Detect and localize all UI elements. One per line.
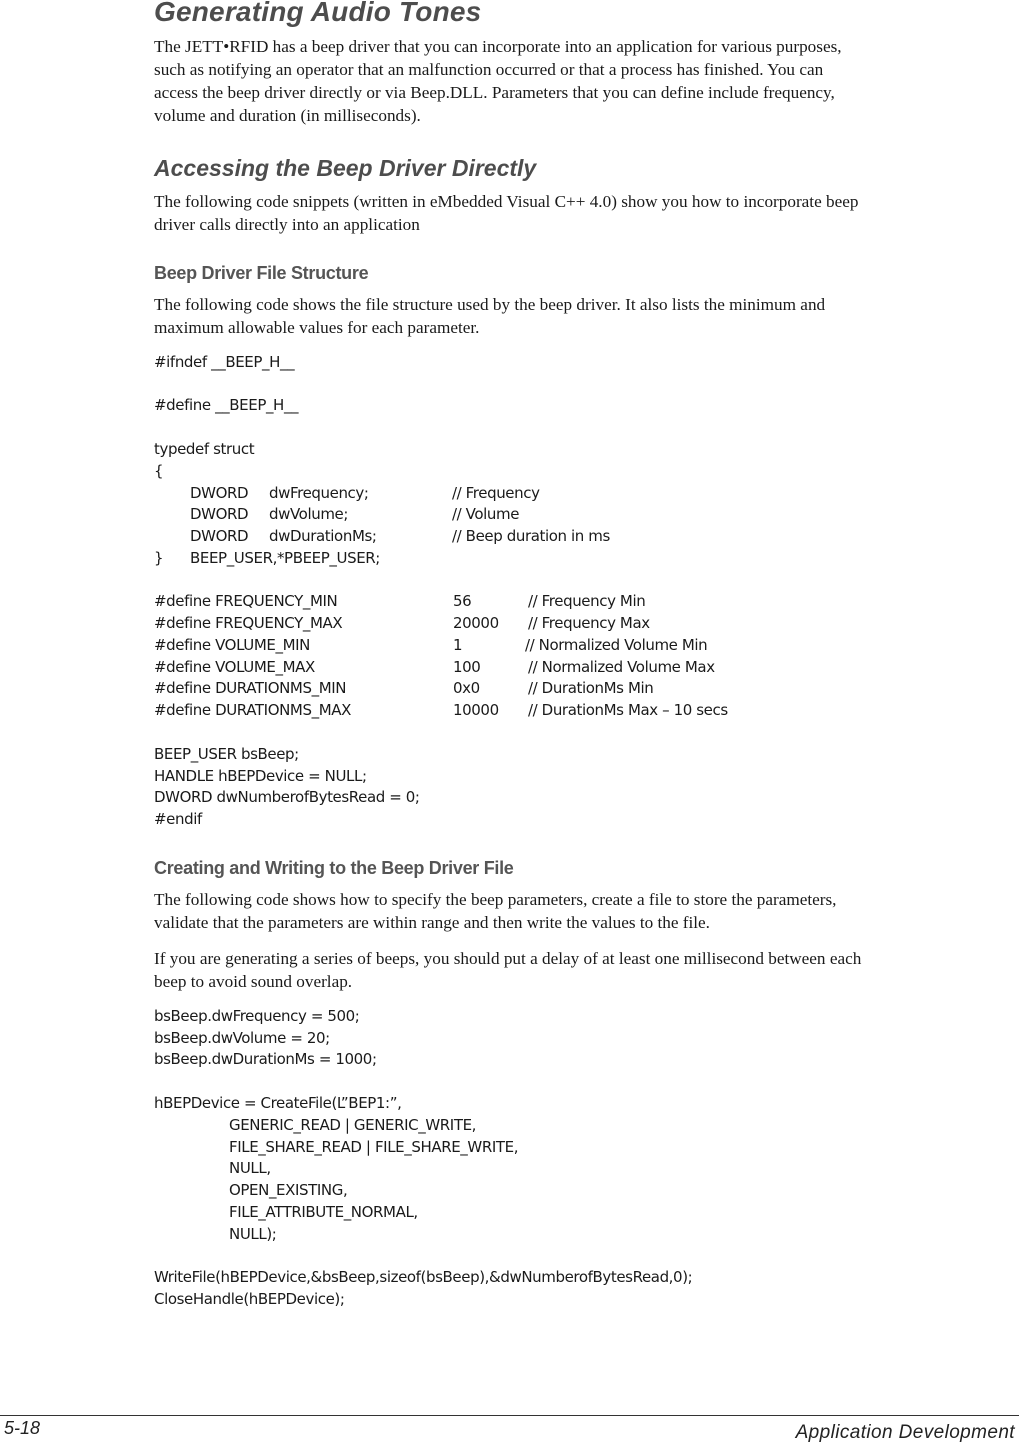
subsection-heading-file-structure: Beep Driver File Structure xyxy=(154,263,369,283)
define-value: 10000 xyxy=(453,701,499,719)
struct-field-name: dwVolume; xyxy=(269,505,349,523)
code-line: bsBeep.dwVolume = 20; xyxy=(154,1029,330,1047)
define-name: #define VOLUME_MAX xyxy=(154,658,315,676)
intro-paragraph xyxy=(154,35,1009,127)
text-line: The JETT•RFID has a beep driver that you can incorporate into an application for various purposes, xyxy=(154,37,842,56)
define-value: 56 xyxy=(453,592,472,610)
text-line: If you are generating a series of beeps, you should put a delay of at least one millisecond between each xyxy=(154,949,862,968)
code-line: FILE_SHARE_READ | FILE_SHARE_WRITE, xyxy=(229,1138,519,1156)
text-line: beep to avoid sound overlap. xyxy=(154,972,353,991)
code-line: bsBeep.dwDurationMs = 1000; xyxy=(154,1050,377,1068)
code-line: } xyxy=(154,549,164,567)
text-line: The following code shows how to specify the beep parameters, create a file to store the parameters, xyxy=(154,890,837,909)
struct-field-comment: // Frequency xyxy=(452,484,540,502)
define-comment: // Normalized Volume Min xyxy=(525,636,708,654)
struct-field-type: DWORD xyxy=(190,527,249,545)
struct-field-name: dwDurationMs; xyxy=(269,527,377,545)
file-structure-paragraph xyxy=(154,293,1009,339)
text-line: volume and duration (in milliseconds). xyxy=(154,106,421,125)
delay-note-paragraph xyxy=(154,947,1009,993)
code-line: FILE_ATTRIBUTE_NORMAL, xyxy=(229,1203,418,1221)
code-line: NULL); xyxy=(229,1225,277,1243)
define-name: #define DURATIONMS_MAX xyxy=(154,701,351,719)
code-line: typedef struct xyxy=(154,440,255,458)
code-line: #define __BEEP_H__ xyxy=(154,396,299,414)
code-line: #endif xyxy=(154,810,202,828)
code-line: BEEP_USER bsBeep; xyxy=(154,745,299,763)
code-line: CloseHandle(hBEPDevice); xyxy=(154,1290,345,1308)
code-line: BEEP_USER,*PBEEP_USER; xyxy=(190,549,380,567)
define-value: 1 xyxy=(453,636,463,654)
code-line: DWORD dwNumberofBytesRead = 0; xyxy=(154,788,420,806)
text-line: validate that the parameters are within range and then write the values to the file. xyxy=(154,913,710,932)
chapter-title: Application Development xyxy=(795,1422,1015,1443)
footer-divider xyxy=(0,1415,1019,1416)
create-write-paragraph xyxy=(154,888,1009,934)
text-line: maximum allowable values for each parameter. xyxy=(154,318,480,337)
struct-field-name: dwFrequency; xyxy=(269,484,369,502)
code-line: HANDLE hBEPDevice = NULL; xyxy=(154,767,367,785)
define-value: 0x0 xyxy=(453,679,480,697)
code-line: WriteFile(hBEPDevice,&bsBeep,sizeof(bsBeep),&dwNumberofBytesRead,0); xyxy=(154,1268,693,1286)
code-line: { xyxy=(154,462,164,480)
page-number: 5-18 xyxy=(4,1418,41,1438)
define-name: #define FREQUENCY_MIN xyxy=(154,592,338,610)
define-name: #define VOLUME_MIN xyxy=(154,636,310,654)
subsection-heading-create-write: Creating and Writing to the Beep Driver File xyxy=(154,858,514,878)
define-value: 100 xyxy=(453,658,481,676)
section-paragraph xyxy=(154,190,1009,236)
text-line: driver calls directly into an application xyxy=(154,215,420,234)
code-line: bsBeep.dwFrequency = 500; xyxy=(154,1007,360,1025)
section-heading: Accessing the Beep Driver Directly xyxy=(154,155,537,181)
text-line: The following code shows the file structure used by the beep driver. It also lists the minimum and xyxy=(154,295,826,314)
define-comment: // DurationMs Min xyxy=(528,679,654,697)
code-line: OPEN_EXISTING, xyxy=(229,1181,348,1199)
struct-field-type: DWORD xyxy=(190,484,249,502)
text-line: such as notifying an operator that an malfunction occurred or that a process has finished. You can xyxy=(154,60,824,79)
struct-field-comment: // Beep duration in ms xyxy=(452,527,610,545)
define-name: #define DURATIONMS_MIN xyxy=(154,679,347,697)
code-line: NULL, xyxy=(229,1159,271,1177)
define-name: #define FREQUENCY_MAX xyxy=(154,614,343,632)
struct-field-comment: // Volume xyxy=(452,505,520,523)
define-comment: // Normalized Volume Max xyxy=(528,658,715,676)
code-line: hBEPDevice = CreateFile(L”BEP1:”, xyxy=(154,1094,402,1112)
struct-field-type: DWORD xyxy=(190,505,249,523)
define-comment: // Frequency Max xyxy=(528,614,650,632)
text-line: access the beep driver directly or via Beep.DLL. Parameters that you can define include frequency, xyxy=(154,83,835,102)
define-value: 20000 xyxy=(453,614,499,632)
code-line: GENERIC_READ | GENERIC_WRITE, xyxy=(229,1116,477,1134)
define-comment: // Frequency Min xyxy=(528,592,646,610)
define-comment: // DurationMs Max – 10 secs xyxy=(528,701,728,719)
page-heading: Generating Audio Tones xyxy=(154,0,482,27)
code-line: #ifndef __BEEP_H__ xyxy=(154,353,295,371)
text-line: The following code snippets (written in eMbedded Visual C++ 4.0) show you how to incorporate beep xyxy=(154,192,859,211)
